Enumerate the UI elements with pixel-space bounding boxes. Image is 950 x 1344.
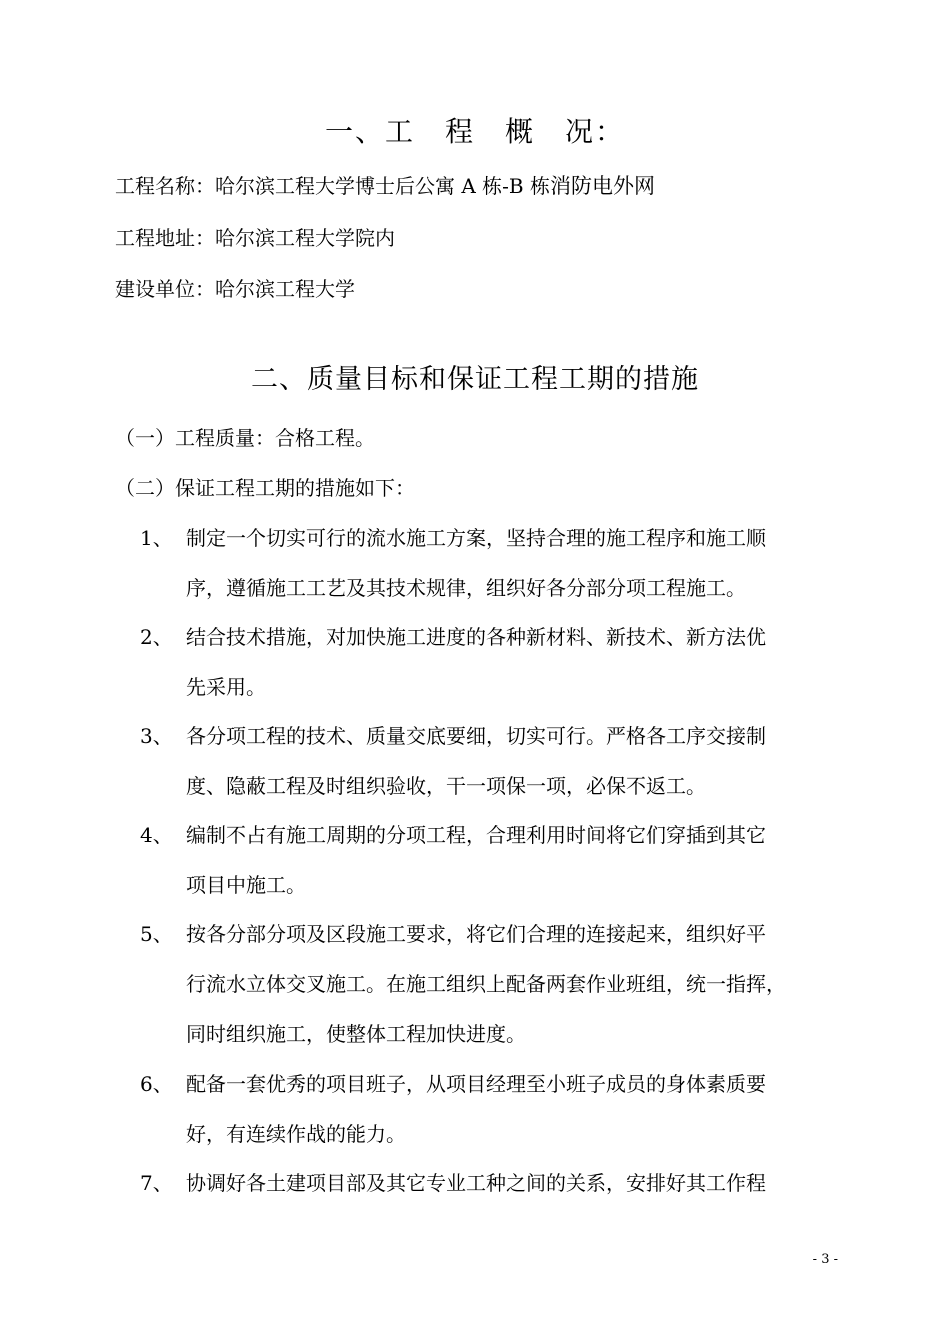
list-item-number: 3、	[140, 724, 173, 748]
list-item-line: 各分项工程的技术、质量交底要细，切实可行。严格各工序交接制	[186, 724, 766, 748]
project-name-value-cont: 消防电外网	[549, 174, 655, 198]
project-address-value: 哈尔滨工程大学院内	[215, 226, 395, 250]
list-item-line: 配备一套优秀的项目班子，从项目经理至小班子成员的身体素质要	[186, 1072, 766, 1096]
project-address-field	[115, 222, 395, 251]
project-address-label: 工程地址：	[115, 226, 215, 250]
list-item-line: 结合技术措施，对加快施工进度的各种新材料、新技术、新方法优	[186, 625, 766, 649]
list-item-line: 制定一个切实可行的流水施工方案，坚持合理的施工程序和施工顺	[186, 526, 766, 550]
list-item-line: 项目中施工。	[186, 873, 306, 897]
schedule-measures-subheading: （二）保证工程工期的措施如下：	[115, 476, 415, 500]
project-name-label: 工程名称：	[115, 174, 215, 198]
list-item-line: 按各分部分项及区段施工要求，将它们合理的连接起来，组织好平	[186, 922, 766, 946]
section2-heading: 二、质量目标和保证工程工期的措施	[251, 364, 699, 395]
project-name-value: 哈尔滨工程大学博士后公寓 A 栋-B 栋	[215, 174, 550, 198]
client-value: 哈尔滨工程大学	[215, 277, 355, 301]
list-item-line: 好，有连续作战的能力。	[186, 1122, 406, 1146]
list-item-number: 1、	[140, 526, 173, 550]
list-item-line: 度、隐蔽工程及时组织验收，干一项保一项，必保不返工。	[186, 774, 706, 798]
quality-subheading: （一）工程质量：合格工程。	[115, 426, 375, 450]
list-item-number: 4、	[140, 823, 173, 847]
list-item-number: 2、	[140, 625, 173, 649]
list-item-number: 6、	[140, 1072, 173, 1096]
list-item-line: 同时组织施工，使整体工程加快进度。	[186, 1022, 526, 1046]
list-item-line: 行流水立体交叉施工。在施工组织上配备两套作业班组，统一指挥，	[186, 972, 786, 996]
list-item-line: 编制不占有施工周期的分项工程，合理利用时间将它们穿插到其它	[186, 823, 766, 847]
client-label: 建设单位：	[115, 277, 215, 301]
section1-heading: 一、工 程 概 况：	[324, 115, 625, 148]
list-item-number: 5、	[140, 922, 173, 946]
list-item-line: 序，遵循施工工艺及其技术规律，组织好各分部分项工程施工。	[186, 576, 746, 600]
list-item-line: 协调好各土建项目部及其它专业工种之间的关系，安排好其工作程	[186, 1171, 766, 1195]
page-number: - 3 -	[812, 1252, 838, 1267]
list-item-line: 先采用。	[186, 675, 266, 699]
list-item-number: 7、	[140, 1171, 173, 1195]
project-name-field	[115, 170, 655, 200]
client-field	[115, 273, 355, 302]
